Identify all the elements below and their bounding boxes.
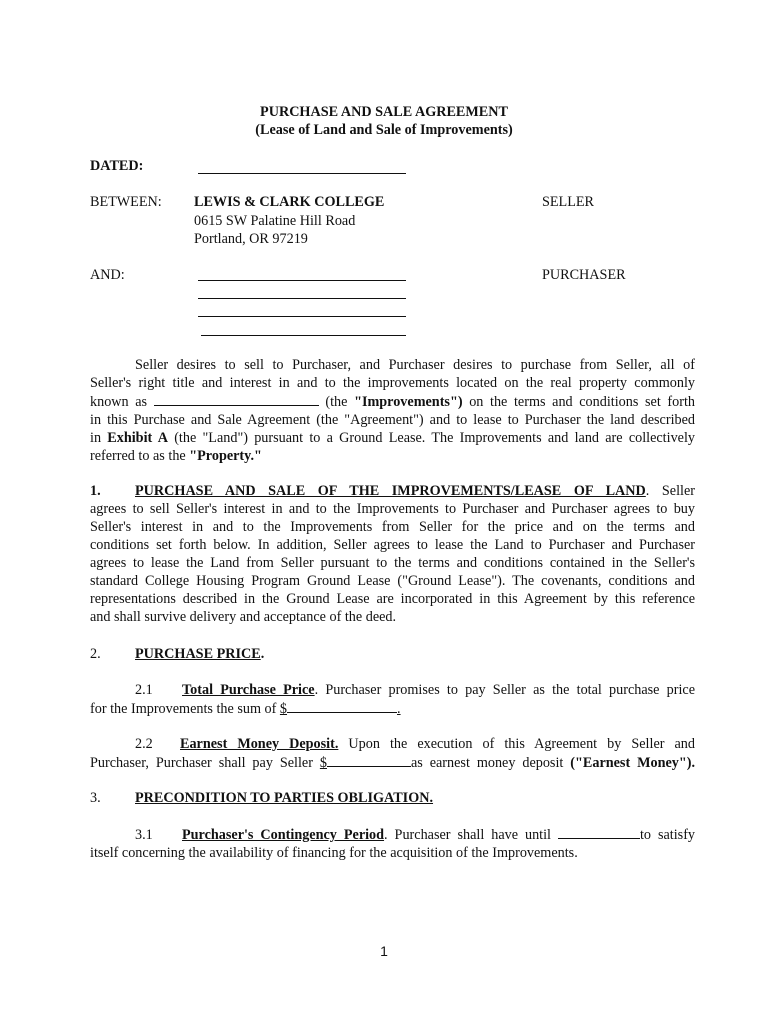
seller-role: SELLER — [542, 194, 595, 210]
seller-address-line2: Portland, OR 97219 — [194, 231, 308, 247]
purchaser-blank-line-2[interactable] — [198, 298, 406, 299]
section-1-number: 1. — [90, 483, 101, 499]
section-3-1-paragraph: 3.1 Purchaser's Contingency Period. Purchaser shall have until to satisfy itself concerning the availability of financing for the acquisition of the Improvements. — [90, 827, 696, 861]
section-3-number: 3. — [90, 790, 101, 806]
section-2-heading: PURCHASE PRICE — [135, 646, 261, 662]
section-2-heading-wrap: PURCHASE PRICE. — [135, 646, 265, 662]
earnest-money-blank[interactable] — [327, 753, 411, 767]
purchaser-blank-line-4[interactable] — [201, 335, 406, 336]
dated-blank-line[interactable] — [198, 173, 406, 174]
section-3-heading: PRECONDITION TO PARTIES OBLIGATION. — [135, 790, 434, 806]
section-1-heading: PURCHASE AND SALE OF THE IMPROVEMENTS/LEASE OF LAND — [135, 483, 646, 499]
purchaser-blank-line-1[interactable] — [198, 280, 406, 281]
section-1-paragraph: 1. PURCHASE AND SALE OF THE IMPROVEMENTS/LEASE OF LAND. Seller agrees to sell Seller's interest in and to the Improvements to Purchaser and Purchaser agrees to buy Seller's interest in and to the Improvements from Seller for the price and on the terms and conditions set forth below. In addition, Seller agrees to lease the Land to Purchaser and Purchaser agrees to lease the Land from Seller pursuant to the terms and conditions contained in the Seller's standard College Housing Program Ground Lease ("Ground Lease"). The covenants, conditions and representations described in the Ground Lease are incorporated in this Agreement by this reference and shall survive delivery and acceptance of the deed. — [90, 483, 696, 625]
purchaser-blank-line-3[interactable] — [198, 316, 406, 317]
purchaser-role: PURCHASER — [542, 267, 626, 283]
section-2-number: 2. — [90, 646, 101, 662]
dated-label: DATED: — [90, 158, 144, 174]
earnest-money-heading: Earnest Money Deposit. — [180, 736, 339, 752]
contingency-date-blank[interactable] — [558, 825, 640, 839]
contingency-period-heading: Purchaser's Contingency Period — [182, 827, 385, 843]
recital-paragraph: Seller desires to sell to Purchaser, and Purchaser desires to purchase from Seller, all of Seller's right title and interest in and to the improvements located on the real property commonly known as (the "Improvements") on the terms and conditions set forth in this Purchase and Sale Agreement (the "Agreement") and to lease to Purchaser the land described in Exhibit A (the "Land") pursuant to a Ground Lease. The Improvements and land are collectively referred to as the "Property." — [90, 357, 695, 464]
section-2-2-paragraph: 2.2 Earnest Money Deposit. Upon the execution of this Agreement by Seller and Purchaser, Purchaser shall pay Seller $ as earnest money deposit ("Earnest Money"). — [90, 736, 696, 771]
purchase-price-blank[interactable] — [287, 699, 397, 713]
document-title: PURCHASE AND SALE AGREEMENT — [260, 104, 508, 120]
page-number: 1 — [380, 943, 388, 959]
seller-name: LEWIS & CLARK COLLEGE — [194, 194, 385, 210]
total-purchase-price-heading: Total Purchase Price — [182, 682, 315, 698]
section-2-1-paragraph: 2.1 Total Purchase Price. Purchaser promises to pay Seller as the total purchase price for the Improvements the sum of $ . — [90, 682, 696, 717]
document-subtitle: (Lease of Land and Sale of Improvements) — [255, 122, 513, 138]
between-label: BETWEEN: — [90, 194, 162, 210]
seller-address-line1: 0615 SW Palatine Hill Road — [194, 213, 356, 229]
and-label: AND: — [90, 267, 125, 283]
known-as-blank[interactable] — [154, 392, 319, 406]
